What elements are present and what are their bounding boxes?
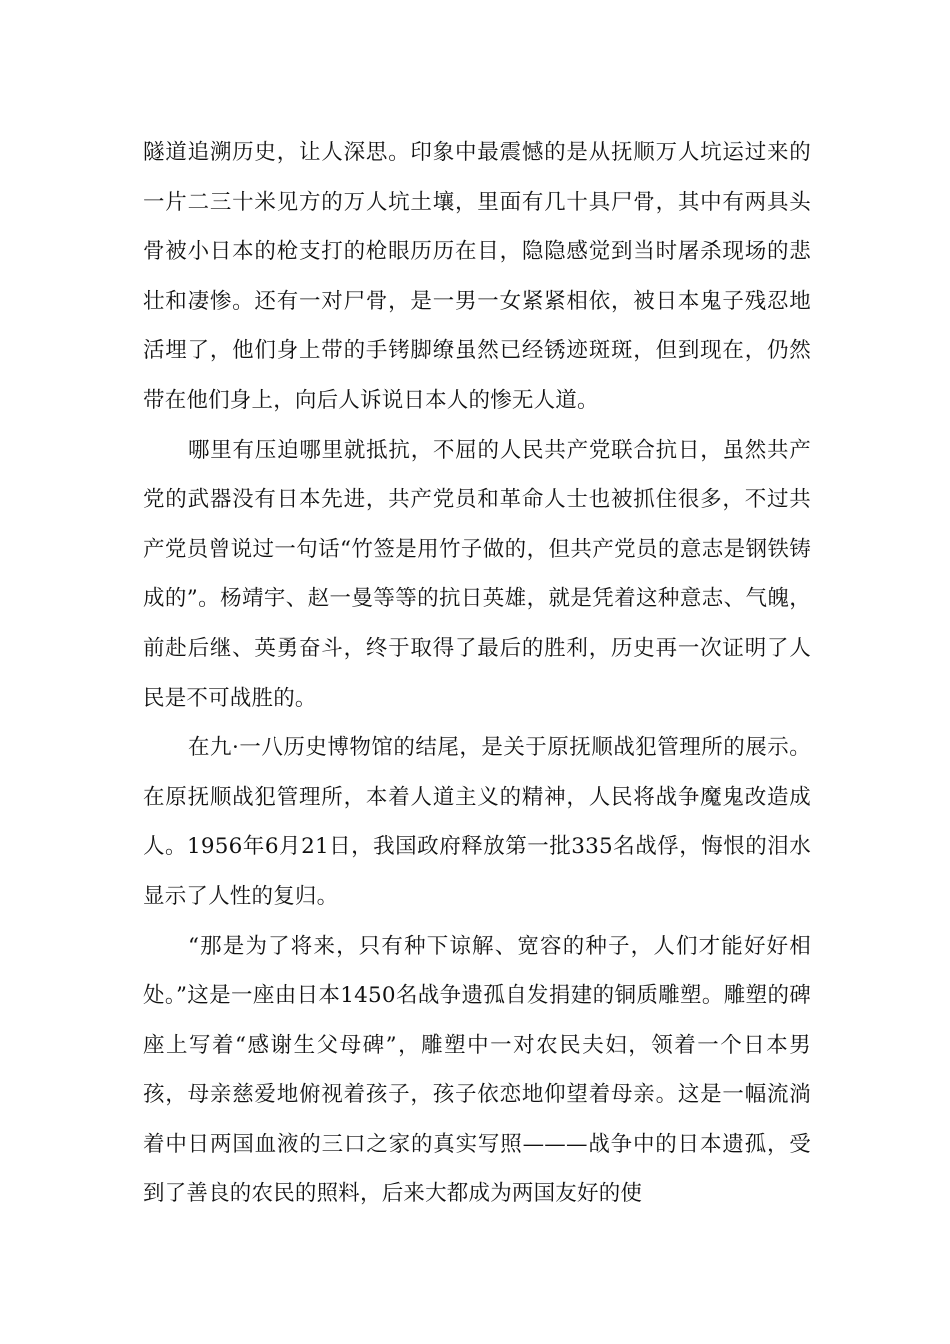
paragraph-4: “那是为了将来，只有种下谅解、宽容的种子，人们才能好好相处。”这是一座由日本1450名战争遗孤自发捐建的铜质雕塑。雕塑的碑座上写着“感谢生父母碑”，雕塑中一对农民夫妇，领着一个日本男孩，母亲慈爱地俯视着孩子，孩子依恋地仰望着母亲。这是一幅流淌着中日两国血液的三口之家的真实写照———战争中的日本遗孤，受到了善良的农民的照料，后来大都成为两国友好的使 — [143, 933, 811, 1207]
paragraph-2: 哪里有压迫哪里就抵抗，不屈的人民共产党联合抗日，虽然共产党的武器没有日本先进，共产党员和革命人士也被抓住很多，不过共产党员曾说过一句话“竹签是用竹子做的，但共产党员的意志是钢铁铸成的”。杨靖宇、赵一曼等等的抗日英雄，就是凭着这种意志、气魄，前赴后继、英勇奋斗，终于取得了最后的胜利，历史再一次证明了人民是不可战胜的。 — [143, 437, 811, 711]
document-body — [143, 128, 811, 1219]
paragraph-1: 隧道追溯历史，让人深思。印象中最震憾的是从抚顺万人坑运过来的一片二三十米见方的万人坑土壤，里面有几十具尸骨，其中有两具头骨被小日本的枪支打的枪眼历历在目，隐隐感觉到当时屠杀现场的悲壮和凄惨。还有一对尸骨，是一男一女紧紧相依，被日本鬼子残忍地活埋了，他们身上带的手铐脚缭虽然已经锈迹斑斑，但到现在，仍然带在他们身上，向后人诉说日本人的惨无人道。 — [143, 140, 811, 413]
paragraph-3: 在九·一八历史博物馆的结尾，是关于原抚顺战犯管理所的展示。在原抚顺战犯管理所，本着人道主义的精神，人民将战争魔鬼改造成人。1956年6月21日，我国政府释放第一批335名战俘，悔恨的泪水显示了人性的复归。 — [143, 735, 811, 909]
